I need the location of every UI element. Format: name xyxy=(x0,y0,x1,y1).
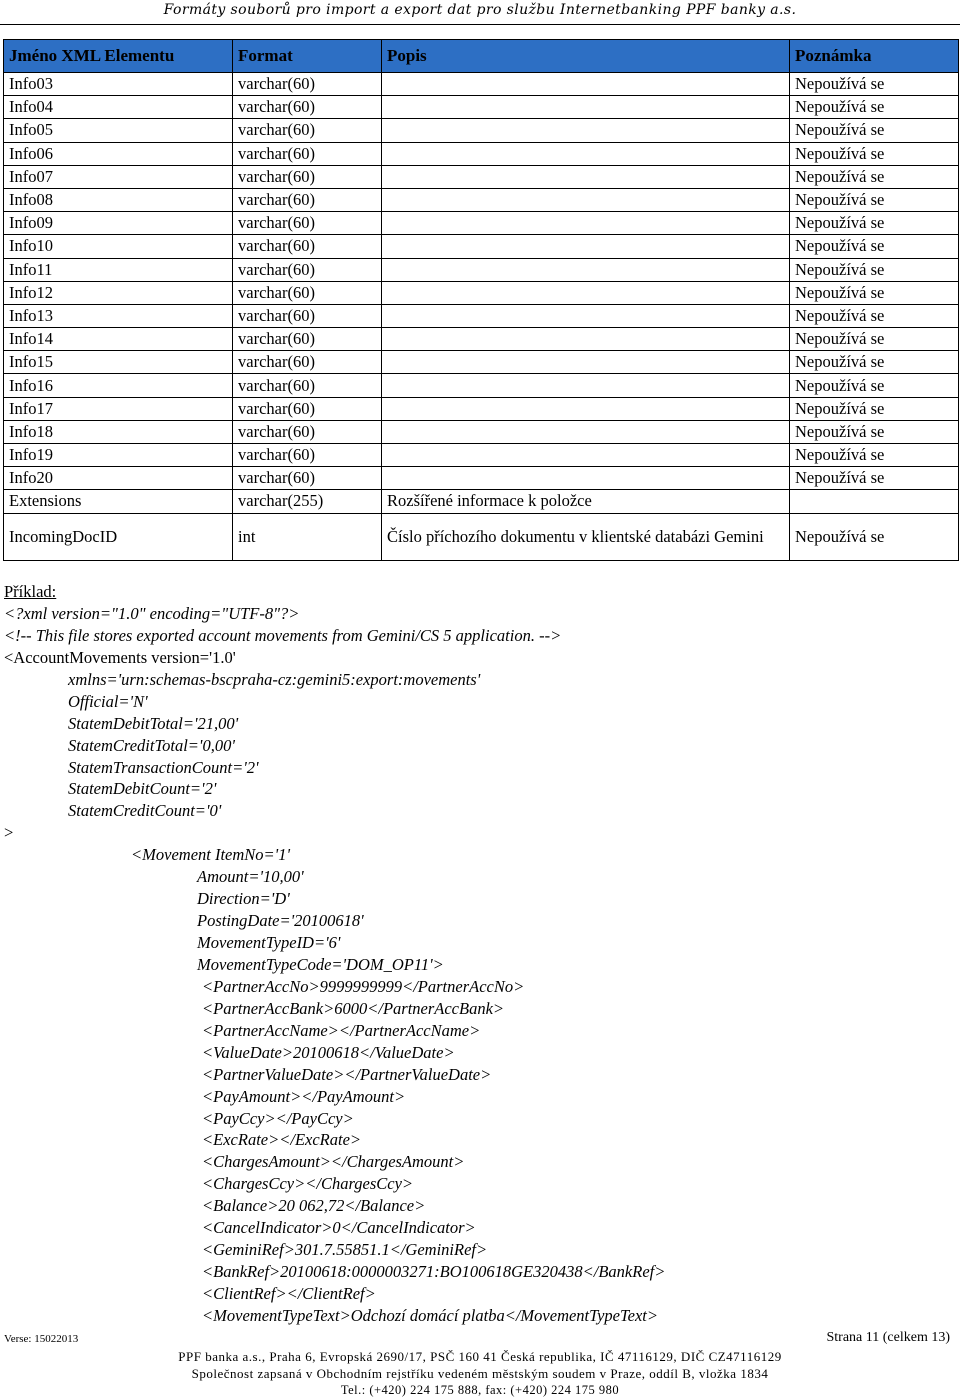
cell-note: Nepoužívá se xyxy=(790,328,959,351)
table-row xyxy=(4,73,959,96)
cell-element-name: Info11 xyxy=(4,258,233,281)
cell-description xyxy=(382,165,790,188)
cell-description xyxy=(382,328,790,351)
code-line: MovementTypeCode='DOM_OP11'> xyxy=(197,954,444,974)
cell-element-name: Extensions xyxy=(4,490,233,513)
cell-element-name: Info20 xyxy=(4,467,233,490)
cell-format: varchar(60) xyxy=(233,119,382,142)
footer-company-address: PPF banka a.s., Praha 6, Evropská 2690/17, PSČ 160 41 Česká republika, IČ 47116129, DIČ CZ47116129 xyxy=(178,1349,782,1364)
cell-element-name: Info13 xyxy=(4,304,233,327)
table-row xyxy=(4,374,959,397)
code-line: <ChargesAmount></ChargesAmount> xyxy=(202,1152,465,1172)
cell-format: varchar(60) xyxy=(233,328,382,351)
table-row xyxy=(4,258,959,281)
cell-format: varchar(60) xyxy=(233,188,382,211)
cell-element-name: Info08 xyxy=(4,188,233,211)
cell-format: varchar(60) xyxy=(233,281,382,304)
cell-element-name: Info06 xyxy=(4,142,233,165)
footer-page-number: Strana 11 (celkem 13) xyxy=(826,1330,950,1345)
cell-note: Nepoužívá se xyxy=(790,513,959,560)
table-row xyxy=(4,351,959,374)
code-line: xmlns='urn:schemas-bscpraha-cz:gemini5:export:movements' xyxy=(68,669,481,689)
footer-version: Verse: 15022013 xyxy=(4,1333,79,1345)
table-row xyxy=(4,490,959,513)
cell-note: Nepoužívá se xyxy=(790,165,959,188)
cell-note: Nepoužívá se xyxy=(790,212,959,235)
column-header-format: Format xyxy=(233,40,382,73)
cell-note xyxy=(790,490,959,513)
code-line: <PayAmount></PayAmount> xyxy=(202,1086,406,1106)
cell-element-name: Info12 xyxy=(4,281,233,304)
cell-description xyxy=(382,304,790,327)
cell-description xyxy=(382,374,790,397)
cell-description xyxy=(382,119,790,142)
table-row xyxy=(4,420,959,443)
table-row xyxy=(4,142,959,165)
table-row xyxy=(4,119,959,142)
cell-format: varchar(60) xyxy=(233,96,382,119)
cell-note: Nepoužívá se xyxy=(790,119,959,142)
footer-company-contact: Tel.: (+420) 224 175 888, fax: (+420) 224 175 980 xyxy=(340,1383,620,1397)
code-line: <BankRef>20100618:0000003271:BO100618GE320438</BankRef> xyxy=(202,1262,666,1282)
cell-note: Nepoužívá se xyxy=(790,420,959,443)
cell-element-name: Info07 xyxy=(4,165,233,188)
cell-format: varchar(60) xyxy=(233,304,382,327)
code-line: <PartnerAccBank>6000</PartnerAccBank> xyxy=(202,998,505,1018)
cell-format: varchar(60) xyxy=(233,235,382,258)
cell-element-name: Info09 xyxy=(4,212,233,235)
code-line: StatemDebitCount='2' xyxy=(68,779,217,799)
cell-note: Nepoužívá se xyxy=(790,188,959,211)
cell-description xyxy=(382,444,790,467)
code-line: Direction='D' xyxy=(197,889,290,909)
cell-note: Nepoužívá se xyxy=(790,304,959,327)
cell-description xyxy=(382,142,790,165)
cell-description xyxy=(382,212,790,235)
code-line: <Balance>20 062,72</Balance> xyxy=(202,1196,426,1216)
cell-description xyxy=(382,467,790,490)
code-line: MovementTypeID='6' xyxy=(197,933,341,952)
cell-element-name: Info10 xyxy=(4,235,233,258)
code-line: <ExcRate></ExcRate> xyxy=(202,1130,362,1150)
cell-element-name: Info04 xyxy=(4,96,233,119)
code-line: <GeminiRef>301.7.55851.1</GeminiRef> xyxy=(202,1240,488,1260)
header-divider xyxy=(0,24,960,25)
cell-format: varchar(60) xyxy=(233,444,382,467)
cell-description xyxy=(382,235,790,258)
cell-format: varchar(60) xyxy=(233,142,382,165)
cell-note: Nepoužívá se xyxy=(790,397,959,420)
cell-element-name: Info14 xyxy=(4,328,233,351)
cell-description: Rozšířené informace k položce xyxy=(382,490,790,513)
code-line: <ValueDate>20100618</ValueDate> xyxy=(202,1042,455,1062)
cell-note: Nepoužívá se xyxy=(790,73,959,96)
code-line: <PartnerAccName></PartnerAccName> xyxy=(202,1020,481,1040)
code-line: PostingDate='20100618' xyxy=(197,911,364,931)
table-row xyxy=(4,328,959,351)
column-header-description: Popis xyxy=(382,40,790,73)
cell-description: Číslo příchozího dokumentu v klientské databázi Gemini xyxy=(382,513,790,560)
table-row xyxy=(4,467,959,490)
cell-element-name: Info15 xyxy=(4,351,233,374)
cell-format: varchar(60) xyxy=(233,351,382,374)
cell-note: Nepoužívá se xyxy=(790,235,959,258)
xml-elements-table xyxy=(3,39,959,561)
cell-note: Nepoužívá se xyxy=(790,96,959,119)
column-header-element-name: Jméno XML Elementu xyxy=(4,40,233,73)
table-row xyxy=(4,444,959,467)
code-line: <Movement ItemNo='1' xyxy=(131,845,290,865)
table-row xyxy=(4,165,959,188)
code-line: <ChargesCcy></ChargesCcy> xyxy=(202,1174,414,1194)
code-line: <!-- This file stores exported account movements from Gemini/CS 5 application. --> xyxy=(4,625,562,645)
footer-company-registration: Společnost zapsaná v Obchodním rejstříku vedeném městským soudem v Praze, oddíl B, vložka 1834 xyxy=(191,1366,769,1381)
cell-note: Nepoužívá se xyxy=(790,374,959,397)
code-line: > xyxy=(4,823,14,843)
cell-description xyxy=(382,96,790,119)
table-row xyxy=(4,304,959,327)
cell-description xyxy=(382,397,790,420)
table-row xyxy=(4,397,959,420)
table-row xyxy=(4,96,959,119)
cell-format: varchar(60) xyxy=(233,73,382,96)
code-line: <MovementTypeText>Odchozí domácí platba</MovementTypeText> xyxy=(202,1305,659,1325)
code-line: StatemCreditTotal='0,00' xyxy=(68,735,235,755)
cell-description xyxy=(382,281,790,304)
table-row xyxy=(4,212,959,235)
cell-note: Nepoužívá se xyxy=(790,467,959,490)
code-line: StatemTransactionCount='2' xyxy=(68,757,259,777)
code-line: <ClientRef></ClientRef> xyxy=(202,1284,376,1303)
cell-element-name: Info05 xyxy=(4,119,233,142)
cell-description xyxy=(382,258,790,281)
code-line: <PartnerAccNo>9999999999</PartnerAccNo> xyxy=(202,976,525,996)
table-row xyxy=(4,188,959,211)
code-line: <?xml version="1.0" encoding="UTF-8"?> xyxy=(4,603,300,623)
cell-element-name: IncomingDocID xyxy=(4,513,233,560)
table-row xyxy=(4,281,959,304)
code-line: StatemCreditCount='0' xyxy=(68,801,222,821)
cell-element-name: Info19 xyxy=(4,444,233,467)
cell-description xyxy=(382,73,790,96)
cell-format: varchar(255) xyxy=(233,490,382,513)
cell-note: Nepoužívá se xyxy=(790,142,959,165)
table-body xyxy=(4,73,959,561)
table-row xyxy=(4,513,959,560)
code-line: <PayCcy></PayCcy> xyxy=(202,1108,354,1128)
cell-format: varchar(60) xyxy=(233,374,382,397)
code-line: <CancelIndicator>0</CancelIndicator> xyxy=(202,1218,476,1238)
cell-description xyxy=(382,420,790,443)
xml-example xyxy=(4,581,954,1327)
cell-format: varchar(60) xyxy=(233,467,382,490)
cell-format: int xyxy=(233,513,382,560)
code-line: StatemDebitTotal='21,00' xyxy=(68,713,239,733)
cell-format: varchar(60) xyxy=(233,397,382,420)
example-heading: Příklad: xyxy=(4,582,57,601)
cell-note: Nepoužívá se xyxy=(790,281,959,304)
code-line: <PartnerValueDate></PartnerValueDate> xyxy=(202,1064,492,1084)
cell-element-name: Info03 xyxy=(4,73,233,96)
code-line: Amount='10,00' xyxy=(197,867,304,887)
cell-description xyxy=(382,188,790,211)
page-header-title: Formáty souborů pro import a export dat pro službu Internetbanking PPF banky a.s. xyxy=(163,2,797,18)
cell-format: varchar(60) xyxy=(233,165,382,188)
cell-description xyxy=(382,351,790,374)
cell-format: varchar(60) xyxy=(233,258,382,281)
cell-element-name: Info18 xyxy=(4,420,233,443)
cell-format: varchar(60) xyxy=(233,420,382,443)
cell-note: Nepoužívá se xyxy=(790,351,959,374)
code-line: <AccountMovements version='1.0' xyxy=(4,647,236,667)
column-header-note: Poznámka xyxy=(790,40,959,73)
cell-element-name: Info16 xyxy=(4,374,233,397)
table-row xyxy=(4,235,959,258)
code-line: Official='N' xyxy=(68,691,148,711)
cell-element-name: Info17 xyxy=(4,397,233,420)
cell-note: Nepoužívá se xyxy=(790,444,959,467)
cell-note: Nepoužívá se xyxy=(790,258,959,281)
table-header-row xyxy=(4,40,959,73)
cell-format: varchar(60) xyxy=(233,212,382,235)
